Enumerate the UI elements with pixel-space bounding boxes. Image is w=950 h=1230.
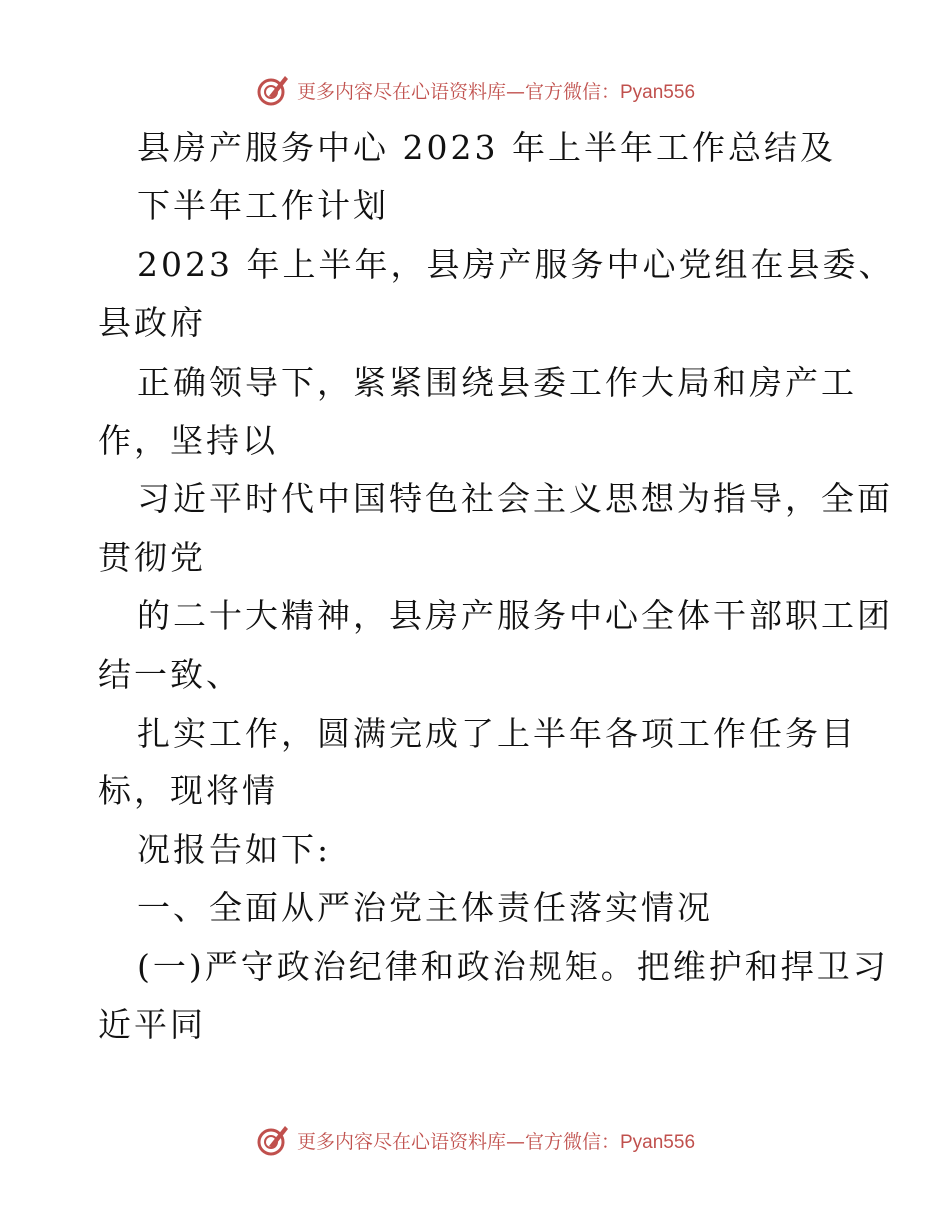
doc-paragraph-line: 县政府 bbox=[98, 303, 206, 342]
doc-paragraph-line: 况报告如下: bbox=[137, 830, 332, 869]
doc-paragraph-line: 近平同 bbox=[98, 1005, 206, 1044]
doc-paragraph-line: 的二十大精神，县房产服务中心全体干部职工团 bbox=[137, 596, 893, 635]
doc-paragraph-line: 标，现将情 bbox=[98, 771, 278, 810]
doc-title-line-2: 下半年工作计划 bbox=[137, 186, 389, 225]
doc-paragraph-line: 正确领导下，紧紧围绕县委工作大局和房产工 bbox=[137, 363, 857, 402]
watermark-header bbox=[0, 70, 950, 110]
doc-paragraph-line: 贯彻党 bbox=[98, 538, 206, 577]
doc-subsection-heading: (一)严守政治纪律和政治规矩。把维护和捍卫习 bbox=[137, 947, 889, 986]
doc-section-heading: 一、全面从严治党主体责任落实情况 bbox=[137, 888, 713, 927]
doc-paragraph-line: 习近平时代中国特色社会主义思想为指导，全面 bbox=[137, 479, 893, 518]
watermark-wechat-id: Pyan556 bbox=[620, 81, 696, 103]
doc-title-line-1: 县房产服务中心 2023 年上半年工作总结及 bbox=[137, 128, 836, 167]
brush-logo-icon bbox=[255, 1122, 291, 1158]
brush-logo-icon bbox=[255, 72, 291, 108]
doc-paragraph-line: 2023 年上半年，县房产服务中心党组在县委、 bbox=[137, 245, 895, 284]
watermark-wechat-id: Pyan556 bbox=[620, 1131, 696, 1153]
watermark-text: 更多内容尽在心语资料库—官方微信：Pyan556 bbox=[296, 1130, 696, 1153]
doc-paragraph-line: 扎实工作，圆满完成了上半年各项工作任务目 bbox=[137, 714, 857, 753]
doc-paragraph-line: 作，坚持以 bbox=[98, 421, 278, 460]
watermark-footer bbox=[0, 1120, 950, 1160]
doc-paragraph-line: 结一致、 bbox=[98, 655, 242, 694]
watermark-text: 更多内容尽在心语资料库—官方微信：Pyan556 bbox=[296, 80, 696, 103]
